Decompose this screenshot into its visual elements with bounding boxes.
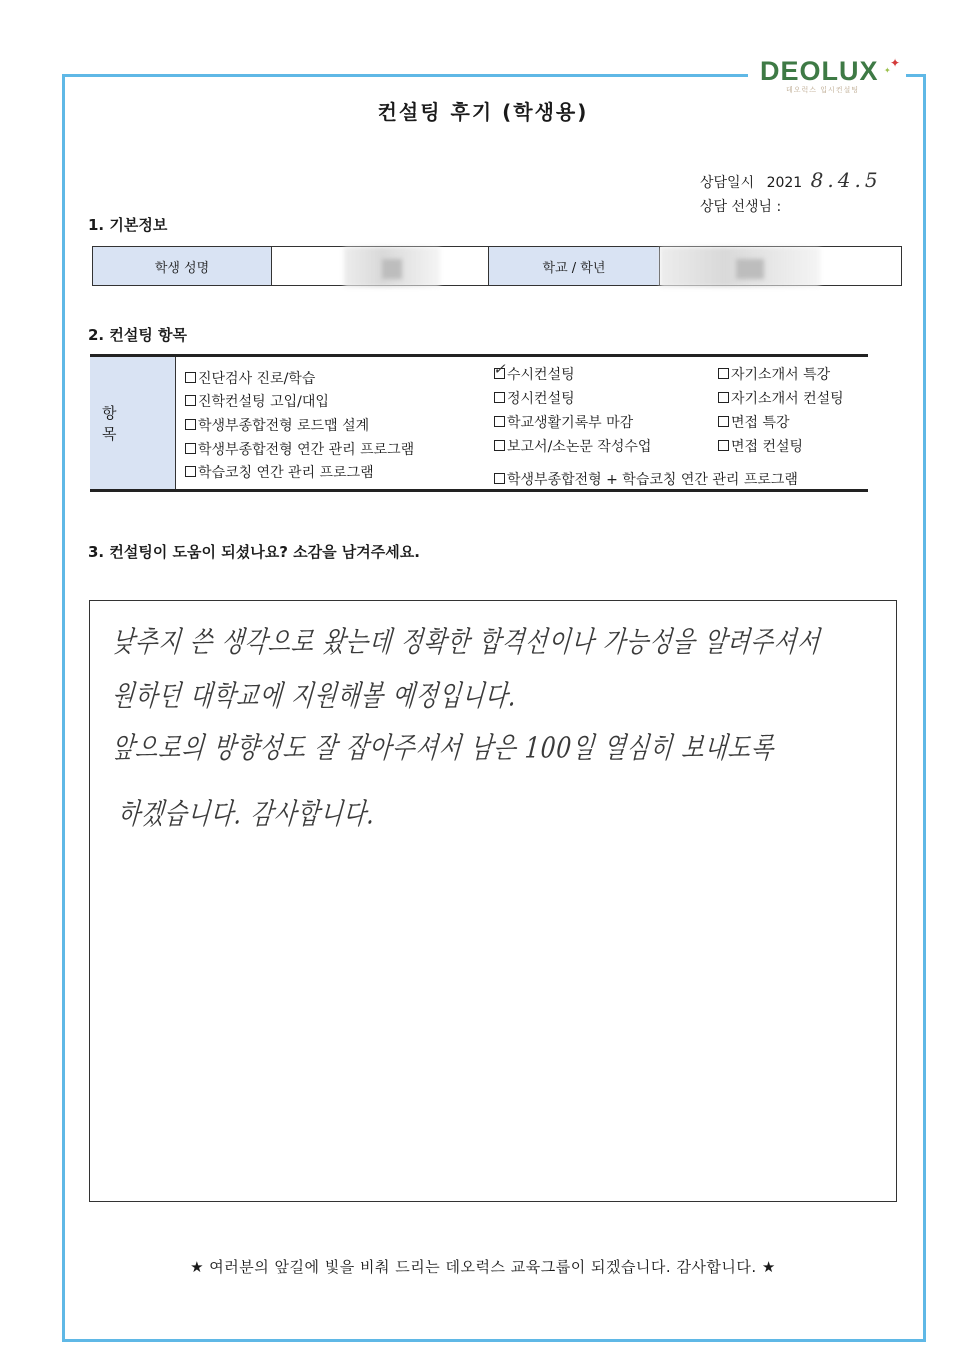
- feedback-line: 원하던 대학교에 지원해볼 예정입니다.: [110, 680, 519, 713]
- redacted-blur: [736, 259, 764, 279]
- option-interview-lecture[interactable]: [718, 412, 790, 432]
- option-combined-program[interactable]: [494, 469, 798, 489]
- section-items: 2. 컨설팅 항목: [88, 326, 188, 344]
- footer-message: ★ 여러분의 앞길에 빛을 비춰 드리는 데오럭스 교육그룹이 되겠습니다. 감사합니다. ★: [190, 1258, 776, 1276]
- feedback-line: 낮추지 쓴 생각으로 왔는데 정확한 합격선이나 가능성을 알려주셔서: [110, 626, 822, 659]
- logo-text: DEOLUX: [760, 56, 879, 86]
- student-name-value[interactable]: [272, 247, 489, 285]
- student-name-label: 학생 성명: [93, 247, 272, 285]
- check-mark-icon: ✓: [493, 360, 506, 378]
- option-label: 수시컨설팅: [507, 367, 575, 383]
- option-label: 정시컨설팅: [507, 391, 575, 407]
- sparkle-icon: ✦: [884, 66, 891, 75]
- consult-date-row: [700, 168, 882, 195]
- feedback-line: 하겠습니다. 감사합니다.: [116, 798, 377, 831]
- feedback-line: 앞으로의 방향성도 잘 잡아주셔서 남은 100일 열심히 보내도록: [110, 732, 776, 765]
- basic-info-table: [92, 246, 902, 286]
- option-label: 학생부종합전형 로드맵 설계: [198, 418, 370, 434]
- option-coaching[interactable]: [185, 462, 374, 482]
- option-susi[interactable]: [493, 360, 575, 384]
- option-admission[interactable]: [185, 391, 329, 411]
- consult-info: [700, 168, 882, 219]
- option-label: 학생부종합전형 + 학습코칭 연간 관리 프로그램: [507, 472, 798, 488]
- option-jeongsi[interactable]: [494, 388, 575, 408]
- date-year: 2021: [766, 175, 803, 191]
- date-label: 상담일시: [700, 175, 755, 191]
- option-annual-program[interactable]: [185, 439, 414, 459]
- option-label: 학습코칭 연간 관리 프로그램: [198, 465, 374, 481]
- option-label: 면접 컨설팅: [731, 439, 804, 455]
- option-report[interactable]: [494, 436, 651, 456]
- date-handwritten: 8.4.5: [810, 168, 882, 192]
- checkbox-icon[interactable]: [494, 392, 505, 403]
- star-icon: ✦: [890, 56, 901, 70]
- page-title: 컨설팅 후기 (학생용): [377, 100, 589, 124]
- option-label: 진단검사 진로/학습: [198, 371, 316, 387]
- checkbox-icon[interactable]: [494, 416, 505, 427]
- option-essay-lecture[interactable]: [718, 364, 830, 384]
- checkbox-icon[interactable]: [185, 466, 196, 477]
- section-basic-info: 1. 기본정보: [88, 216, 168, 234]
- school-grade-value[interactable]: [660, 247, 901, 285]
- checkbox-icon[interactable]: [718, 416, 729, 427]
- checkbox-icon[interactable]: [185, 395, 196, 406]
- option-label: 면접 특강: [731, 415, 790, 431]
- deolux-logo: [760, 56, 900, 95]
- checkbox-icon[interactable]: [718, 440, 729, 451]
- option-roadmap[interactable]: [185, 415, 369, 435]
- redacted-blur: [382, 259, 402, 279]
- option-label: 자기소개서 컨설팅: [731, 391, 844, 407]
- option-label: 자기소개서 특강: [731, 367, 831, 383]
- checkbox-icon[interactable]: [185, 443, 196, 454]
- option-label: 학생부종합전형 연간 관리 프로그램: [198, 442, 415, 458]
- section-feedback: 3. 컨설팅이 도움이 되셨나요? 소감을 남겨주세요.: [88, 543, 420, 561]
- option-essay-consult[interactable]: [718, 388, 844, 408]
- checkbox-icon[interactable]: [185, 372, 196, 383]
- checkbox-icon[interactable]: [718, 392, 729, 403]
- consulting-items-table: [90, 354, 868, 492]
- feedback-box[interactable]: [89, 600, 897, 1202]
- items-label: 항 목: [90, 357, 176, 489]
- checkbox-icon[interactable]: [494, 440, 505, 451]
- items-body: [176, 357, 868, 489]
- option-interview-consult[interactable]: [718, 436, 803, 456]
- option-label: 보고서/소논문 작성수업: [507, 439, 652, 455]
- checkbox-icon[interactable]: [494, 473, 505, 484]
- option-label: 진학컨설팅 고입/대입: [198, 394, 329, 410]
- checkbox-icon[interactable]: [718, 368, 729, 379]
- checkbox-icon[interactable]: [493, 360, 506, 379]
- checkbox-icon[interactable]: [185, 419, 196, 430]
- logo-subtitle: 데오럭스 입시컨설팅: [786, 86, 860, 94]
- option-record[interactable]: [494, 412, 633, 432]
- school-grade-label: 학교 / 학년: [489, 247, 660, 285]
- teacher-label: 상담 선생님 :: [700, 199, 782, 215]
- option-diagnostic[interactable]: [185, 368, 315, 388]
- option-label: 학교생활기록부 마감: [507, 415, 634, 431]
